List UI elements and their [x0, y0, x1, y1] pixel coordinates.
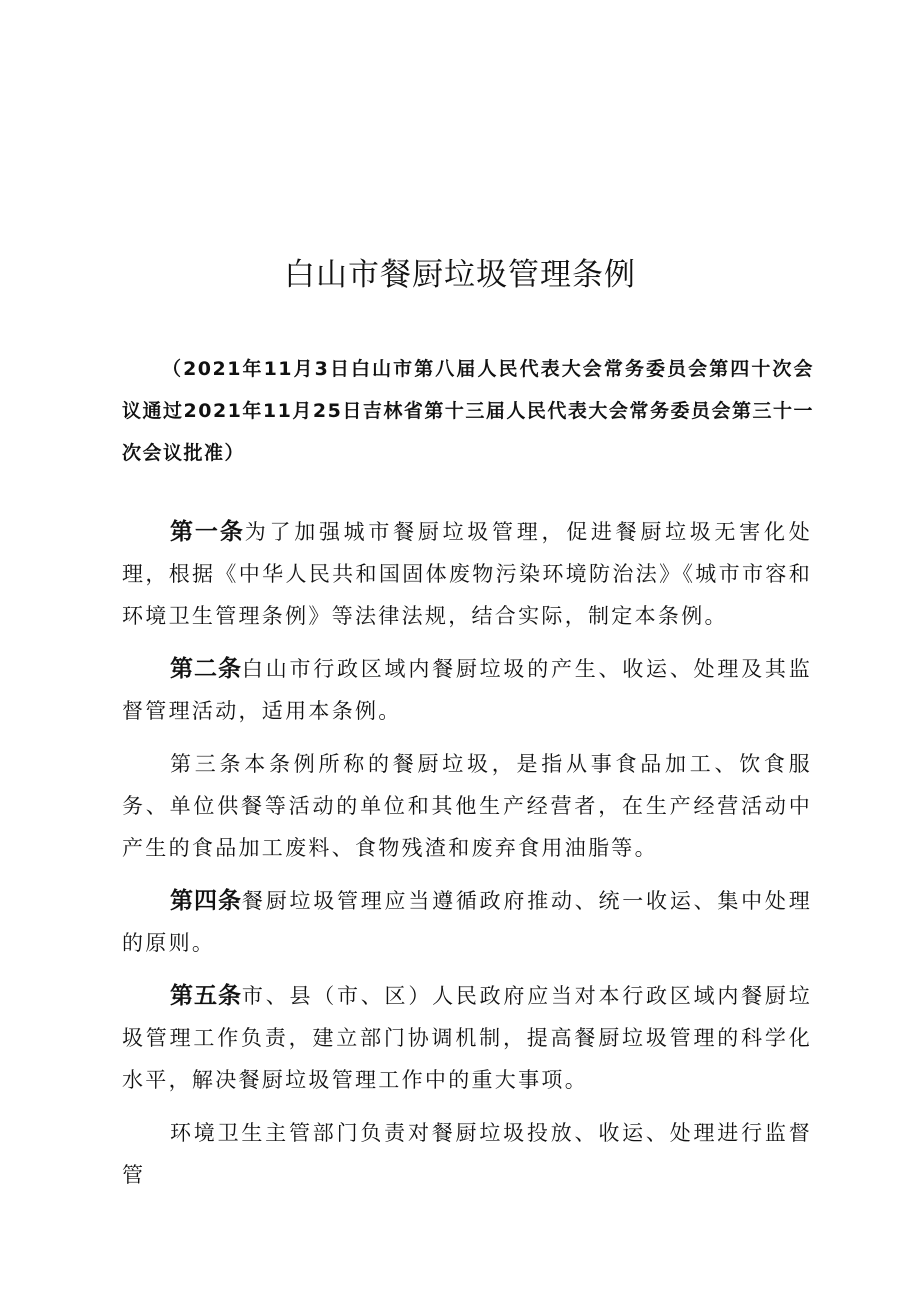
article-text: 环境卫生主管部门负责对餐厨垃圾投放、收运、处理进行监督管 — [122, 1121, 812, 1187]
article-2 — [122, 648, 812, 732]
article-5 — [122, 975, 812, 1101]
article-text: 第三条本条例所称的餐厨垃圾，是指从事食品加工、饮食服务、单位供餐等活动的单位和其他生产经营者，在生产经营活动中产生的食品加工废料、食物残渣和废弃食用油脂等。 — [122, 752, 812, 860]
article-label: 第四条 — [170, 888, 242, 914]
article-1 — [122, 511, 812, 637]
article-text: 餐厨垃圾管理应当遵循政府推动、统一收运、集中处理的原则。 — [122, 889, 812, 955]
article-label: 第五条 — [170, 983, 242, 1009]
approval-note: （2021年11月3日白山市第八届人民代表大会常务委员会第四十次会议通过2021年11月25日吉林省第十三届人民代表大会常务委员会第三十一次会议批准） — [122, 358, 814, 464]
article-label: 第一条 — [170, 519, 245, 545]
article-4 — [122, 880, 812, 964]
article-3 — [122, 743, 812, 869]
document-body — [122, 511, 812, 1207]
article-5-paragraph-2 — [122, 1112, 812, 1196]
article-text: 为了加强城市餐厨垃圾管理，促进餐厨垃圾无害化处理，根据《中华人民共和国固体废物污染环境防治法》《城市市容和环境卫生管理条例》等法律法规，结合实际，制定本条例。 — [122, 520, 813, 628]
document-title: 白山市餐厨垃圾管理条例 — [284, 257, 636, 293]
article-label: 第二条 — [170, 656, 242, 682]
article-text: 白山市行政区域内餐厨垃圾的产生、收运、处理及其监督管理活动，适用本条例。 — [122, 657, 812, 723]
article-text: 市、县（市、区）人民政府应当对本行政区域内餐厨垃圾管理工作负责，建立部门协调机制，提高餐厨垃圾管理的科学化水平，解决餐厨垃圾管理工作中的重大事项。 — [122, 984, 812, 1092]
